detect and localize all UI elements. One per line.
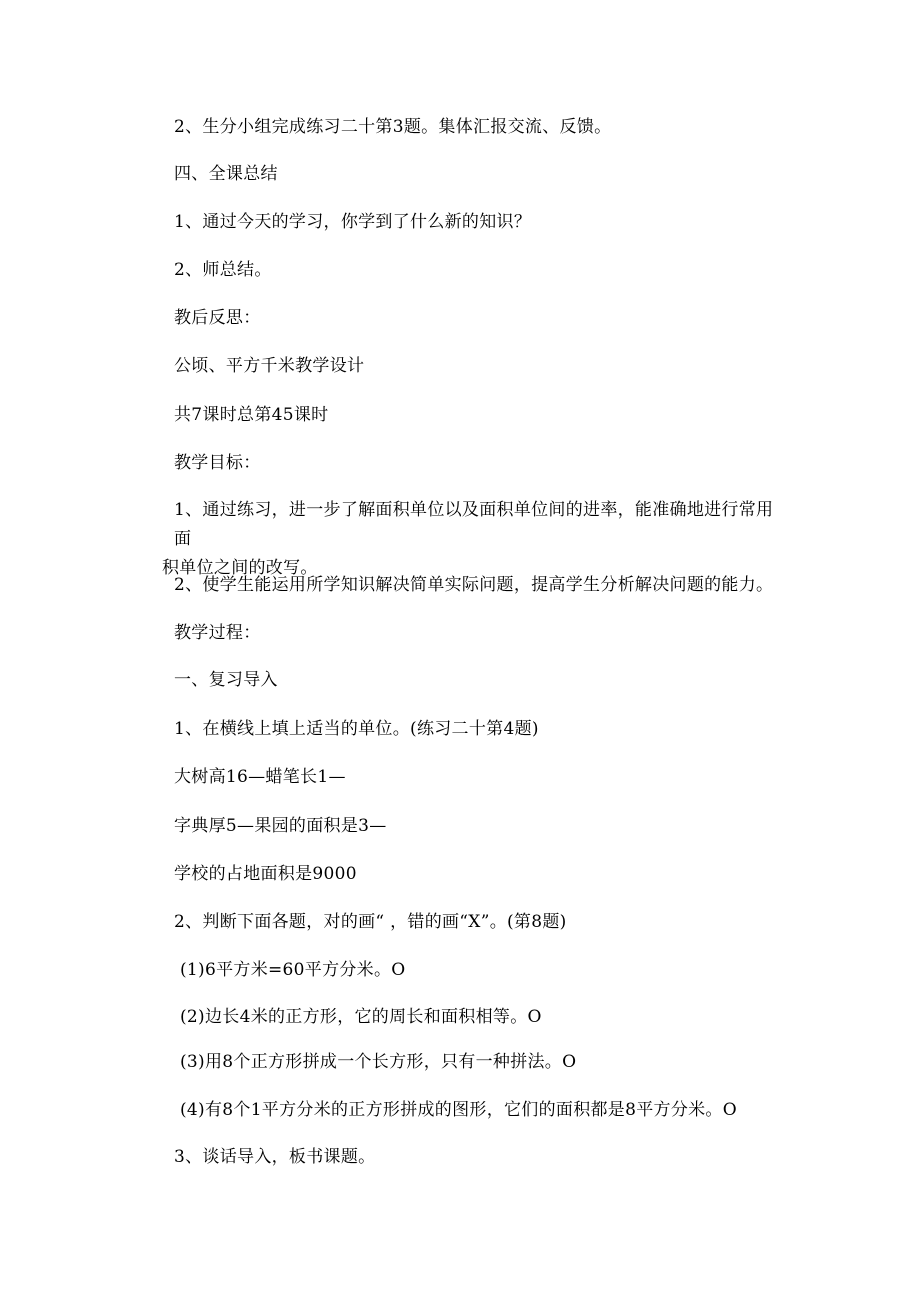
text-line: 学校的占地面积是9000 xyxy=(174,864,357,884)
text-line: 2、判断下面各题，对的画“ ，错的画“X”。(第8题) xyxy=(174,912,567,932)
lesson-title: 公顷、平方千米教学设计 xyxy=(174,356,365,376)
list-item: (3)用8个正方形拼成一个长方形，只有一种拼法。O xyxy=(180,1052,577,1072)
list-item: (2)边长4米的正方形，它的周长和面积相等。O xyxy=(180,1007,542,1027)
text-line: 2、生分小组完成练习二十第3题。集体汇报交流、反馈。 xyxy=(174,117,612,137)
paragraph-line: 积单位之间的改写。 xyxy=(162,558,318,578)
text-line: 1、通过今天的学习，你学到了什么新的知识？ xyxy=(174,212,532,232)
text-line: 2、使学生能运用所学知识解决简单实际问题，提高学生分析解决问题的能力。 xyxy=(174,575,774,595)
section-heading: 一、复习导入 xyxy=(174,670,278,690)
paragraph xyxy=(162,496,784,583)
text-line: 3、谈话导入，板书课题。 xyxy=(174,1147,376,1167)
list-item: (1)6平方米=60平方分米。O xyxy=(180,960,406,980)
list-item: (4)有8个1平方分米的正方形拼成的图形，它们的面积都是8平方分米。O xyxy=(180,1100,737,1120)
paragraph-line: 1、通过练习，进一步了解面积单位以及面积单位间的进率，能准确地进行常用面 xyxy=(174,500,774,549)
section-heading: 四、全课总结 xyxy=(174,164,278,184)
text-line: 教后反思： xyxy=(174,308,261,328)
section-heading: 教学过程： xyxy=(174,623,261,643)
text-line: 1、在横线上填上适当的单位。(练习二十第4题) xyxy=(174,719,539,739)
text-line: 2、师总结。 xyxy=(174,260,272,280)
text-line: 字典厚5—果园的面积是3— xyxy=(174,816,387,836)
text-line: 大树高16—蜡笔长1— xyxy=(174,767,346,787)
text-line: 共7课时总第45课时 xyxy=(174,405,329,425)
section-heading: 教学目标： xyxy=(174,453,261,473)
